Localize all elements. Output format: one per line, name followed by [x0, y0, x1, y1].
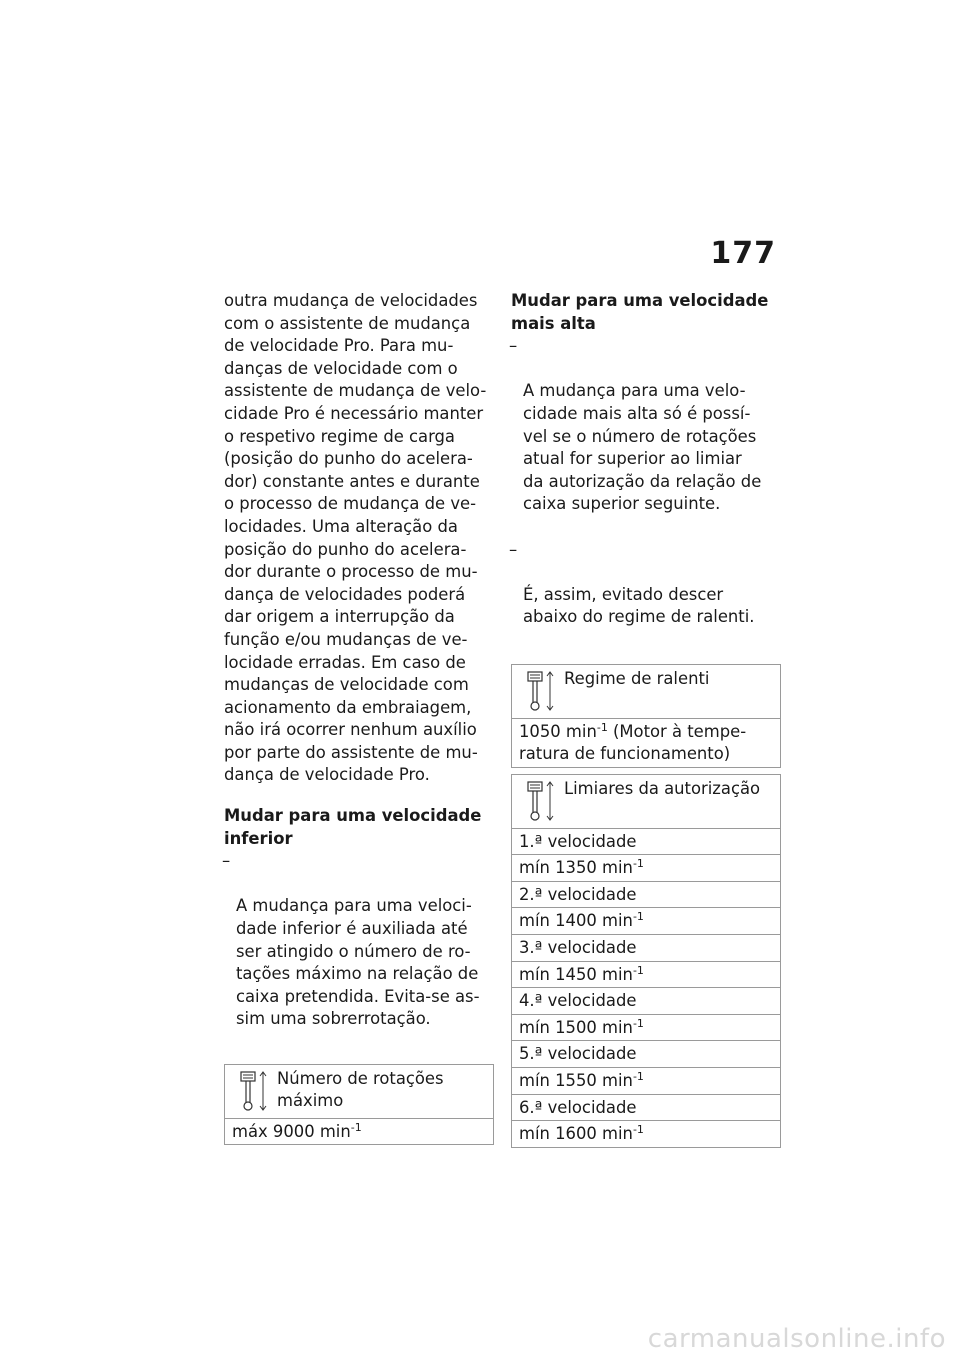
bullet-list-higher	[511, 335, 779, 651]
table-row-value	[512, 1121, 780, 1147]
threshold-table	[511, 774, 781, 1148]
left-column	[224, 290, 492, 1145]
row-exponent: -1	[632, 910, 644, 924]
table-row-label: 2.ª velocidade	[512, 882, 780, 909]
table-row-value	[512, 1068, 780, 1095]
row-value: 1050 min	[519, 721, 597, 741]
row-value: mín 1350 min	[519, 858, 633, 878]
right-column	[511, 290, 779, 1148]
table-row-label: 4.ª velocidade	[512, 988, 780, 1015]
table-row-label: 3.ª velocidade	[512, 935, 780, 962]
row-note: (Motor à tempe- ratura de funcionamento)	[519, 721, 747, 764]
bullet-dash: –	[222, 851, 231, 871]
bullet-item	[511, 539, 779, 652]
bullet-item	[224, 850, 492, 1053]
table-header	[512, 775, 780, 829]
watermark: carmanualsonline.info	[647, 1324, 946, 1354]
bullet-dash: –	[509, 539, 518, 559]
row-value: mín 1450 min	[519, 964, 633, 984]
engine-piston-icon	[526, 780, 556, 824]
page-number: 177	[710, 236, 776, 271]
table-row-label: 6.ª velocidade	[512, 1095, 780, 1122]
row-value: máx 9000 min	[232, 1121, 351, 1141]
row-exponent: -1	[632, 857, 644, 871]
table-row	[512, 719, 780, 767]
section-heading-lower-gear: Mudar para uma velocidade inferior	[224, 806, 482, 848]
engine-piston-icon	[239, 1070, 269, 1114]
table-header	[512, 665, 780, 719]
row-exponent: -1	[632, 963, 644, 977]
table-row-value	[512, 908, 780, 935]
table-row-label: 5.ª velocidade	[512, 1041, 780, 1068]
engine-piston-icon	[526, 670, 556, 714]
row-exponent: -1	[632, 1123, 644, 1137]
row-value: mín 1400 min	[519, 911, 633, 931]
table-row-value	[512, 855, 780, 882]
bullet-list-lower	[224, 850, 492, 1053]
table-title: Número de rotações máximo	[277, 1068, 444, 1111]
bullet-item	[511, 335, 779, 538]
table-title: Limiares da autorização	[564, 778, 761, 798]
bullet-text: A mudança para uma veloci- dade inferior é auxiliada até ser atingido o número de ro- tações máximo na relação de caixa pretendida. Evita-se as- sim uma sobrerrotação.	[236, 896, 480, 1029]
bullet-dash: –	[509, 336, 518, 356]
row-value: mín 1550 min	[519, 1071, 633, 1091]
row-exponent: -1	[596, 720, 608, 734]
row-value: mín 1500 min	[519, 1017, 633, 1037]
row-value: mín 1600 min	[519, 1124, 633, 1144]
max-rpm-table	[224, 1064, 494, 1146]
table-row-label: 1.ª velocidade	[512, 829, 780, 856]
table-title: Regime de ralenti	[564, 668, 710, 688]
row-exponent: -1	[632, 1016, 644, 1030]
idle-speed-table	[511, 664, 781, 768]
row-exponent: -1	[632, 1070, 644, 1084]
intro-paragraph: outra mudança de velocidades com o assistente de mudança de velocidade Pro. Para mu- danças de velocidade com o assistente de mudança de velo- cidade Pro é necessário manter o respetivo regime de carga (posição do punho do acelera- dor) constante antes e durante o processo de mudança de ve- locidades. Uma alteração da posição do punho do acelera- dor durante o processo de mu- dança de velocidades poderá dar origem a interrupção da função e/ou mudanças de ve- locidade erradas. Em caso de mudanças de velocidade com acionamento da embraiagem, não irá ocorrer nenhum auxílio por parte do assistente de mu- dança de velocidade Pro.	[224, 291, 487, 785]
row-exponent: -1	[350, 1120, 362, 1134]
table-row-value	[512, 1015, 780, 1042]
table-header	[225, 1065, 493, 1119]
bullet-text: A mudança para uma velo- cidade mais alta só é possí- vel se o número de rotações atual for superior ao limiar da autorização da relação de caixa superior seguinte.	[523, 381, 762, 514]
table-row	[225, 1119, 493, 1145]
section-heading-higher-gear: Mudar para uma velocidade mais alta	[511, 291, 769, 333]
table-row-value	[512, 962, 780, 989]
bullet-text: É, assim, evitado descer abaixo do regime de ralenti.	[523, 584, 755, 627]
